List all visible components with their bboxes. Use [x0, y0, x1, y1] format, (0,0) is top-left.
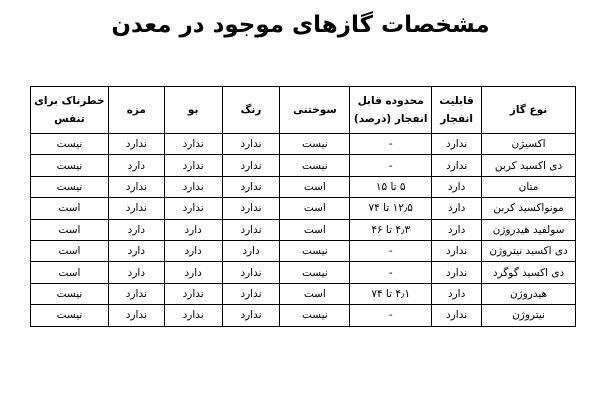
cell-gas-type: متان [482, 176, 576, 197]
table-row [31, 155, 576, 176]
column-header-flammable [280, 87, 350, 134]
cell-explosive-range: - [350, 262, 432, 283]
cell-explosive: ندارد [432, 305, 482, 326]
cell-explosive: دارد [432, 219, 482, 240]
cell-taste: ندارد [108, 305, 164, 326]
cell-explosive-range: ۱۲٫۵ تا ۷۴ [350, 198, 432, 219]
cell-explosive: دارد [432, 283, 482, 304]
column-header-line: مزه [126, 104, 146, 116]
cell-taste: دارد [108, 262, 164, 283]
column-header-breathing-hazard [31, 87, 109, 134]
cell-breathing-hazard: نیست [31, 134, 109, 155]
cell-taste: ندارد [108, 198, 164, 219]
cell-flammable: نیست [280, 305, 350, 326]
table-row [31, 283, 576, 304]
cell-gas-type: مونواکسید کربن [482, 198, 576, 219]
cell-explosive-range: - [350, 155, 432, 176]
cell-flammable: نیست [280, 155, 350, 176]
cell-explosive: دارد [432, 198, 482, 219]
cell-explosive: ندارد [432, 240, 482, 261]
cell-odor: دارد [164, 240, 222, 261]
column-header-line: قابلیت [439, 95, 474, 107]
cell-color: ندارد [222, 155, 280, 176]
column-header-line: خطرناک برای [34, 95, 105, 107]
table-row [31, 262, 576, 283]
column-header-odor [164, 87, 222, 134]
table-row [31, 176, 576, 197]
cell-color: ندارد [222, 134, 280, 155]
cell-breathing-hazard: است [31, 219, 109, 240]
cell-explosive-range: - [350, 134, 432, 155]
cell-odor: ندارد [164, 155, 222, 176]
table-row [31, 198, 576, 219]
cell-explosive: دارد [432, 176, 482, 197]
column-header-line: انفجار (درصد) [353, 113, 428, 125]
table-row [31, 219, 576, 240]
cell-color: دارد [222, 240, 280, 261]
cell-color: ندارد [222, 198, 280, 219]
cell-explosive-range: ۵ تا ۱۵ [350, 176, 432, 197]
cell-color: ندارد [222, 176, 280, 197]
page-title: مشخصات گازهای موجود در معدن [111, 12, 490, 38]
cell-breathing-hazard: نیست [31, 155, 109, 176]
cell-flammable: نیست [280, 134, 350, 155]
cell-odor: ندارد [164, 283, 222, 304]
cell-color: ندارد [222, 262, 280, 283]
cell-breathing-hazard: است [31, 262, 109, 283]
cell-flammable: است [280, 198, 350, 219]
cell-explosive-range: ۴٫۱ تا ۷۴ [350, 283, 432, 304]
column-header-explosive [432, 87, 482, 134]
column-header-line: سوختنی [293, 104, 337, 116]
cell-taste: ندارد [108, 283, 164, 304]
column-header-gas-type [482, 87, 576, 134]
cell-taste: ندارد [108, 134, 164, 155]
cell-breathing-hazard: نیست [31, 176, 109, 197]
cell-explosive: ندارد [432, 134, 482, 155]
cell-flammable: نیست [280, 240, 350, 261]
column-header-line: نوع گاز [509, 104, 548, 116]
cell-odor: دارد [164, 219, 222, 240]
cell-breathing-hazard: نیست [31, 305, 109, 326]
cell-gas-type: دی اکسید کربن [482, 155, 576, 176]
cell-taste: ندارد [108, 176, 164, 197]
table-body [31, 134, 576, 327]
cell-taste: دارد [108, 219, 164, 240]
cell-flammable: است [280, 283, 350, 304]
cell-gas-type: نیتروژن [482, 305, 576, 326]
table-header-row [31, 87, 576, 134]
cell-taste: دارد [108, 155, 164, 176]
cell-odor: ندارد [164, 305, 222, 326]
table-row [31, 305, 576, 326]
cell-odor: ندارد [164, 176, 222, 197]
cell-color: ندارد [222, 219, 280, 240]
table-row [31, 134, 576, 155]
cell-color: ندارد [222, 283, 280, 304]
gas-properties-table [30, 86, 576, 327]
column-header-line: رنگ [240, 104, 262, 116]
cell-taste: دارد [108, 240, 164, 261]
cell-gas-type: اکسیژن [482, 134, 576, 155]
cell-flammable: است [280, 219, 350, 240]
cell-gas-type: دی اکسید نیتروژن [482, 240, 576, 261]
column-header-line: انفجار [440, 113, 473, 125]
cell-explosive-range: - [350, 240, 432, 261]
column-header-taste [108, 87, 164, 134]
cell-odor: ندارد [164, 198, 222, 219]
cell-flammable: است [280, 176, 350, 197]
cell-gas-type: سولفید هیدروژن [482, 219, 576, 240]
table-row [31, 240, 576, 261]
column-header-line: محدوده قابل [357, 95, 424, 107]
cell-breathing-hazard: نیست [31, 283, 109, 304]
cell-breathing-hazard: است [31, 240, 109, 261]
cell-odor: ندارد [164, 134, 222, 155]
column-header-line: تنفس [54, 113, 85, 125]
cell-explosive: ندارد [432, 262, 482, 283]
column-header-color [222, 87, 280, 134]
cell-gas-type: دی اکسید گوگرد [482, 262, 576, 283]
cell-color: ندارد [222, 305, 280, 326]
cell-flammable: نیست [280, 262, 350, 283]
column-header-line: بو [187, 104, 199, 116]
cell-odor: دارد [164, 262, 222, 283]
cell-gas-type: هیدروژن [482, 283, 576, 304]
column-header-explosive-range [350, 87, 432, 134]
cell-breathing-hazard: است [31, 198, 109, 219]
cell-explosive-range: ۴٫۳ تا ۴۶ [350, 219, 432, 240]
cell-explosive-range: - [350, 305, 432, 326]
cell-explosive: ندارد [432, 155, 482, 176]
